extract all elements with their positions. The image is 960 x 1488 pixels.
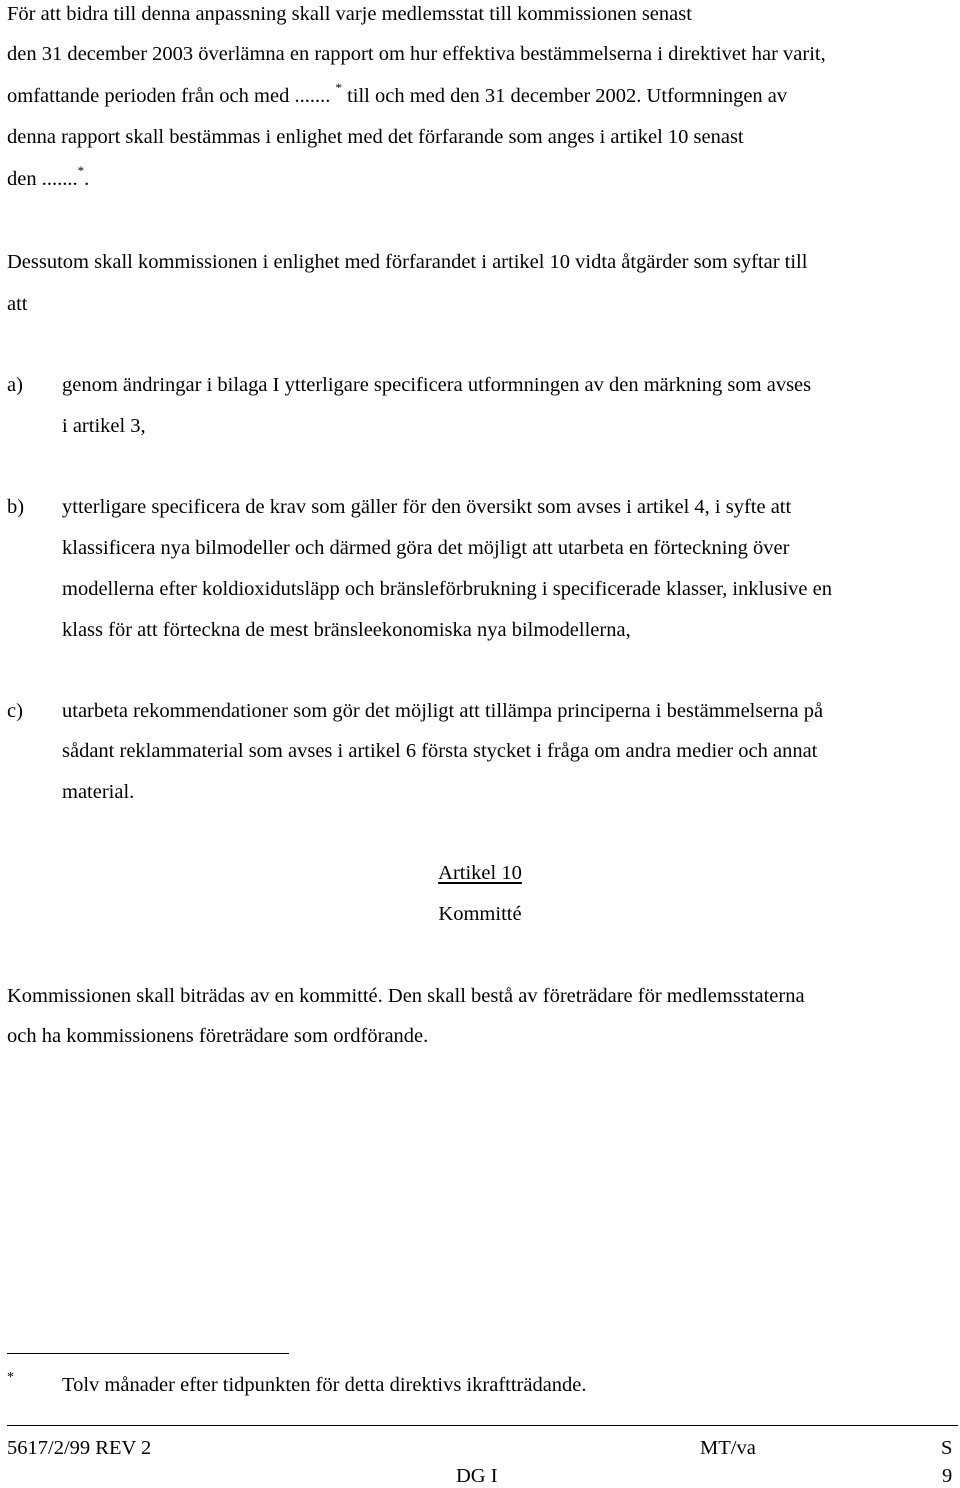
text-run: till och med den 31 december 2002. Utformningen av [341, 85, 788, 107]
list-item-text: klassificera nya bilmodeller och därmed göra det möjligt att utarbeta en förteckning över [62, 537, 790, 559]
body-text-line [7, 80, 788, 108]
body-text-line: och ha kommissionens företrädare som ordförande. [7, 1025, 429, 1047]
body-text-line [7, 163, 90, 191]
body-text-line: Kommissionen skall biträdas av en kommitté. Den skall bestå av företrädare för medlemsstaterna [7, 985, 805, 1007]
footnote-separator [7, 1353, 289, 1354]
author-initials: MT/va [700, 1437, 756, 1459]
footer-separator [7, 1425, 958, 1426]
list-item-text: ytterligare specificera de krav som gäller för den översikt som avses i artikel 4, i syfte att [62, 496, 792, 518]
body-text-line: denna rapport skall bestämmas i enlighet med det förfarande som anges i artikel 10 senast [7, 126, 744, 148]
text-run: . [84, 168, 90, 190]
directorate-general: DG I [456, 1465, 498, 1487]
footnote-mark: * [7, 1370, 14, 1385]
list-item-label: c) [7, 700, 23, 722]
text-run: omfattande perioden från och med ....... [7, 85, 336, 107]
body-text-line: att [7, 293, 28, 315]
list-item-text: utarbeta rekommendationer som gör det möjligt att tillämpa principerna i bestämmelserna på [62, 700, 824, 722]
body-text-line: Dessutom skall kommissionen i enlighet med förfarandet i artikel 10 vidta åtgärder som syftar till [7, 251, 808, 273]
article-heading [0, 861, 960, 885]
list-item-text: klass för att förteckna de mest bränsleekonomiska nya bilmodellerna, [62, 619, 631, 641]
document-reference: 5617/2/99 REV 2 [7, 1437, 152, 1459]
list-item-label: b) [7, 496, 25, 518]
language-code: S [941, 1437, 953, 1459]
list-item-text: sådant reklammaterial som avses i artikel 6 första stycket i fråga om andra medier och annat [62, 740, 818, 762]
article-subheading: Kommitté [438, 903, 522, 925]
text-run: den ....... [7, 168, 78, 190]
body-text-line: För att bidra till denna anpassning skall varje medlemsstat till kommissionen senast [7, 3, 692, 25]
footnote-reference: * [335, 80, 342, 96]
article-heading-text: Artikel 10 [438, 862, 522, 884]
list-item-text: i artikel 3, [62, 415, 146, 437]
list-item-text: modellerna efter koldioxidutsläpp och bränsleförbrukning i specificerade klasser, inklusive en [62, 578, 832, 600]
list-item-label: a) [7, 374, 23, 396]
page-number: 9 [942, 1465, 953, 1487]
body-text-line: den 31 december 2003 överlämna en rapport om hur effektiva bestämmelserna i direktivet har varit, [7, 43, 826, 65]
footnote-text: Tolv månader efter tidpunkten för detta direktivs ikraftträdande. [62, 1374, 587, 1396]
footnote-reference: * [77, 163, 85, 179]
list-item-text: material. [62, 781, 135, 803]
list-item-text: genom ändringar i bilaga I ytterligare specificera utformningen av den märkning som avses [62, 374, 812, 396]
